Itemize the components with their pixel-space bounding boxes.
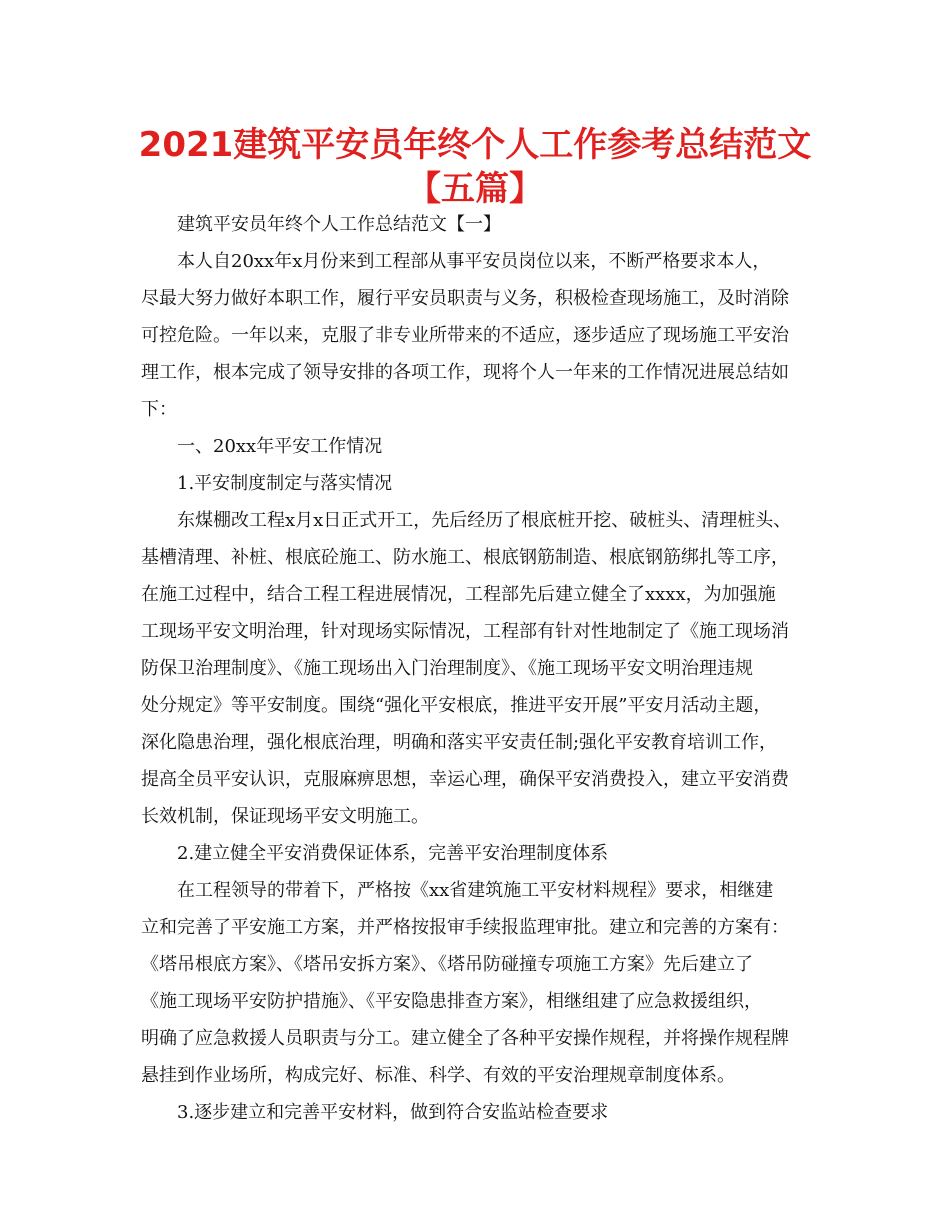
document-title-line-2: 【五篇】 (407, 169, 543, 209)
paragraph-line: 处分规定》等平安制度。围绕“强化平安根底，推进平安开展”平安月活动主题， (141, 695, 772, 716)
paragraph-line: 下： (141, 399, 177, 420)
paragraph-line: 东煤棚改工程x月x日正式开工，先后经历了根底桩开挖、破桩头、清理桩头、 (177, 510, 792, 531)
paragraph-line: 可控危险。一年以来，克服了非专业所带来的不适应，逐步适应了现场施工平安治 (141, 325, 789, 346)
paragraph-line: 悬挂到作业场所，构成完好、标准、科学、有效的平安治理规章制度体系。 (141, 1065, 735, 1086)
subsection-heading: 2.建立健全平安消费保证体系，完善平安治理制度体系 (177, 843, 609, 864)
section-heading: 建筑平安员年终个人工作总结范文【一】 (177, 214, 501, 235)
paragraph-line: 长效机制，保证现场平安文明施工。 (141, 806, 429, 827)
paragraph-line: 提高全员平安认识，克服麻痹思想，幸运心理，确保平安消费投入，建立平安消费 (141, 769, 789, 790)
paragraph-line: 本人自20xx年x月份来到工程部从事平安员岗位以来，不断严格要求本人， (177, 251, 771, 272)
subsection-heading: 3.逐步建立和完善平安材料，做到符合安监站检查要求 (177, 1102, 609, 1123)
section-heading: 一、20xx年平安工作情况 (177, 436, 383, 457)
paragraph-line: 尽最大努力做好本职工作，履行平安员职责与义务，积极检查现场施工，及时消除 (141, 288, 789, 309)
document-title-line-1: 2021建筑平安员年终个人工作参考总结范文 (138, 125, 812, 165)
paragraph-line: 深化隐患治理，强化根底治理，明确和落实平安责任制;强化平安教育培训工作， (141, 732, 778, 753)
paragraph-line: 防保卫治理制度》、《施工现场出入门治理制度》、《施工现场平安文明治理违规 (141, 658, 753, 679)
paragraph-line: 基槽清理、补桩、根底砼施工、防水施工、根底钢筋制造、根底钢筋绑扎等工序， (141, 547, 789, 568)
paragraph-line: 在施工过程中，结合工程工程进展情况，工程部先后建立健全了xxxx，为加强施 (141, 584, 776, 605)
paragraph-line: 工现场平安文明治理，针对现场实际情况，工程部有针对性地制定了《施工现场消 (141, 621, 789, 642)
paragraph-line: 在工程领导的带着下，严格按《xx省建筑施工平安材料规程》要求，相继建 (177, 880, 774, 901)
paragraph-line: 明确了应急救援人员职责与分工。建立健全了各种平安操作规程，并将操作规程牌 (141, 1028, 789, 1049)
paragraph-line: 立和完善了平安施工方案，并严格按报审手续报监理审批。建立和完善的方案有： (141, 917, 789, 938)
paragraph-line: 理工作，根本完成了领导安排的各项工作，现将个人一年来的工作情况进展总结如 (141, 362, 789, 383)
paragraph-line: 《施工现场平安防护措施》、《平安隐患排查方案》，相继组建了应急救援组织， (141, 991, 762, 1012)
paragraph-line: 《塔吊根底方案》、《塔吊安拆方案》、《塔吊防碰撞专项施工方案》先后建立了 (141, 954, 753, 975)
subsection-heading: 1.平安制度制定与落实情况 (177, 473, 393, 494)
